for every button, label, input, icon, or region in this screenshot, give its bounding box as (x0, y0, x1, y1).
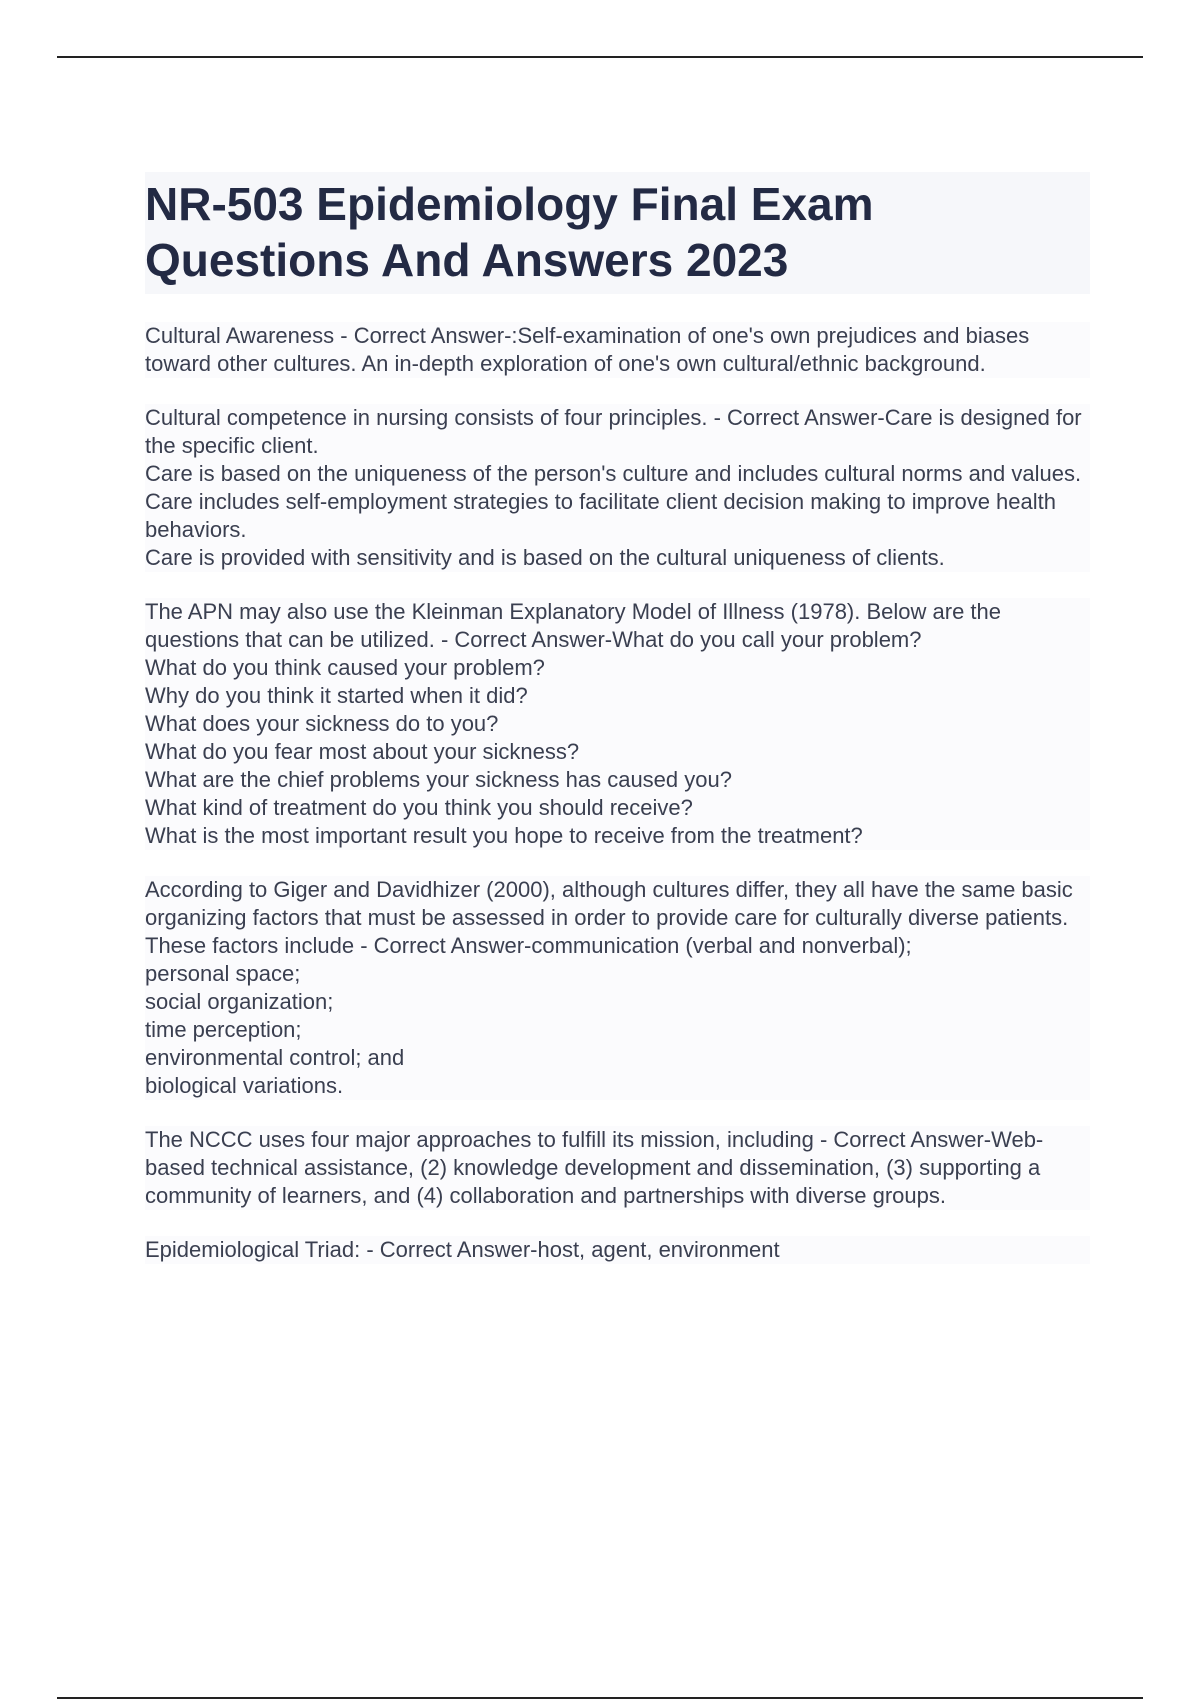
qa-item-cultural-awareness: Cultural Awareness - Correct Answer-:Self-examination of one's own prejudices and biases toward other cultures. An in-depth exploration of one's own cultural/ethnic background. (145, 322, 1090, 378)
title-block (145, 172, 1090, 294)
document-body (145, 172, 1090, 1264)
qa-item-kleinman-model: The APN may also use the Kleinman Explanatory Model of Illness (1978). Below are the questions that can be utilized. - Correct Answer-What do you call your problem? What do you think caused your problem? Why do you think it started when it did? What does your sickness do to you? What do you fear most about your sickness? What are the chief problems your sickness has caused you? What kind of treatment do you think you should receive? What is the most important result you hope to receive from the treatment? (145, 598, 1090, 850)
page-title: NR-503 Epidemiology Final Exam Questions And Answers 2023 (145, 178, 874, 286)
qa-item-nccc-approaches: The NCCC uses four major approaches to fulfill its mission, including - Correct Answer-Web-based technical assistance, (2) knowledge development and dissemination, (3) supporting a community of learners, and (4) collaboration and partnerships with diverse groups. (145, 1126, 1090, 1210)
footer-rule (57, 1697, 1143, 1699)
qa-item-giger-davidhizer: According to Giger and Davidhizer (2000), although cultures differ, they all have the same basic organizing factors that must be assessed in order to provide care for culturally diverse patients. These factors include - Correct Answer-communication (verbal and nonverbal); personal space; social organization; time perception; environmental control; and biological variations. (145, 876, 1090, 1100)
header-rule (57, 56, 1143, 58)
qa-item-cultural-competence: Cultural competence in nursing consists of four principles. - Correct Answer-Care is designed for the specific client. Care is based on the uniqueness of the person's culture and includes cultural norms and values. Care includes self-employment strategies to facilitate client decision making to improve health behaviors. Care is provided with sensitivity and is based on the cultural uniqueness of clients. (145, 404, 1090, 572)
qa-item-epidemiological-triad: Epidemiological Triad: - Correct Answer-host, agent, environment (145, 1236, 1090, 1264)
